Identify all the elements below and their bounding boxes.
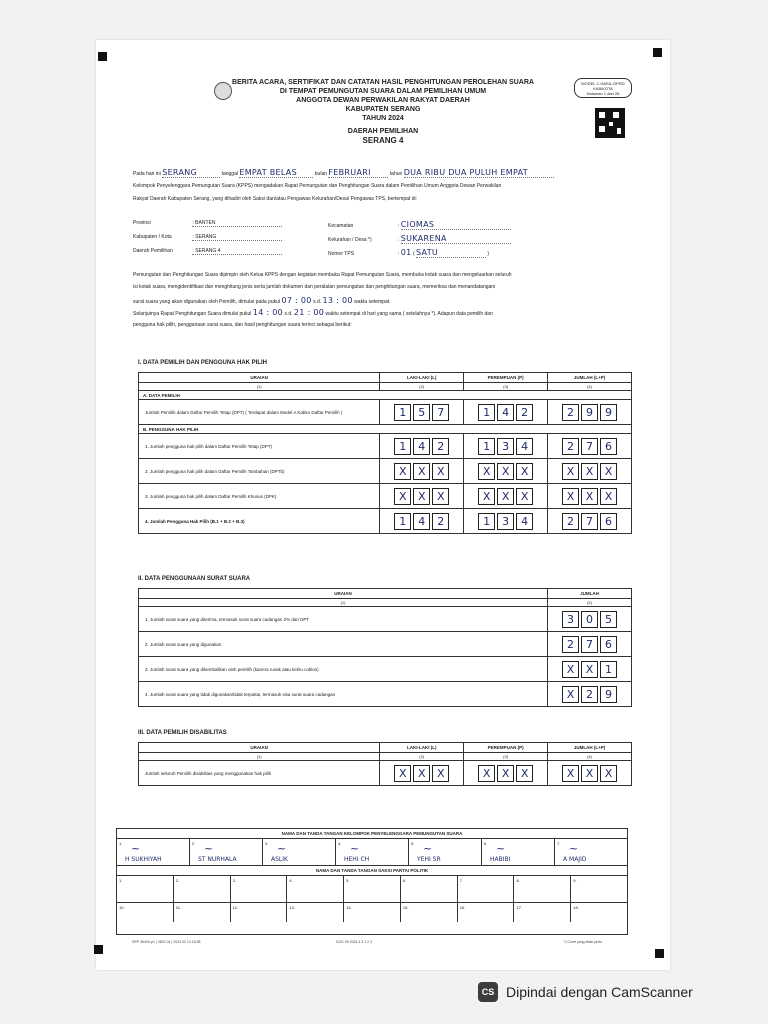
signature-mark: ~	[350, 842, 360, 855]
signature-number: 7.	[557, 841, 561, 846]
saksi-signature-cell	[117, 876, 174, 902]
signature-mark: ~	[423, 842, 433, 855]
intro-text: Rakyat Daerah Kabupaten Serang, yang dihadiri oleh Saksi dan/atau Pengawas Kelurahan/Desa/ Pengawas TPS, bertempat di:	[133, 196, 417, 202]
table-row: 4. Jumlah surat suara yang tidak digunakan/tidak terpakai, termasuk sisa surat suara cadangan X 2 9	[139, 682, 632, 707]
corner-mark	[94, 945, 103, 954]
signature-number: 12.	[232, 905, 239, 910]
signature-number: 1.	[119, 841, 123, 846]
signatory-name: HEHI CH	[344, 856, 370, 863]
kpps-signature-row	[117, 839, 627, 866]
signature-number: 11.	[175, 905, 182, 910]
digit-boxes: 1 4 2	[464, 404, 547, 421]
location-provinsi: Provinsi : BANTEN	[133, 220, 282, 227]
signature-number: 18.	[573, 905, 579, 910]
header-line: KABUPATEN SERANG	[345, 106, 421, 113]
camscanner-icon: CS	[478, 982, 498, 1002]
area-title: DAERAH PEMILIHAN	[347, 128, 419, 135]
kpps-signature-cell	[117, 839, 190, 865]
signature-number: 4.	[338, 841, 342, 846]
intro-text: Kelompok Penyelenggara Pemungutan Suara (KPPS) mengadakan Rapat Pemungutan dan Penghitungan Suara dalam Pemilihan Umum Anggota Dewan Perwakilan	[133, 183, 502, 189]
saksi-signature-cell	[117, 903, 174, 922]
kpps-signature-cell	[336, 839, 409, 865]
row-label: 2. Jumlah pengguna hak pilih dalam Daftar Pemilih Tambahan (DPTb)	[139, 459, 380, 484]
signature-mark: ~	[131, 842, 141, 855]
signatory-name: ST NURHALA	[198, 856, 237, 863]
header-line: DI TEMPAT PEMUNGUTAN SUARA DALAM PEMILIHAN UMUM	[279, 88, 487, 95]
footer-left: DPP 36404-p1 | 3601 04 | 2024 02 14 15:38	[132, 940, 201, 944]
signature-number: 9.	[573, 878, 577, 883]
saksi-signature-cell	[344, 903, 401, 922]
location-tps: Nomor TPS : 01 ( SATU )	[328, 248, 490, 257]
year-value: DUA RIBU DUA PULUH EMPAT	[404, 168, 554, 178]
row-label: 3. Jumlah pengguna hak pilih dalam Daftar Pemilih Khusus (DPK)	[139, 484, 380, 509]
signature-mark: ~	[204, 842, 214, 855]
signature-number: 6.	[402, 878, 407, 883]
category-b: B. PENGGUNA HAK PILIH	[139, 425, 632, 434]
saksi-signature-cell	[287, 903, 344, 922]
saksi-signature-cell	[231, 876, 288, 902]
table-row: Jumlah seluruh Pemilih disabilitas yang menggunakan hak pilih X X X X X X X X X	[139, 761, 632, 786]
intro-date-line: Pada hari ini SERANG tanggal EMPAT BELAS bulan FEBRUARI tahun DUA RIBU DUA PULUH EMPAT	[133, 168, 554, 178]
kpps-signature-cell	[555, 839, 627, 865]
corner-mark	[653, 48, 662, 57]
category-a: A. DATA PEMILIH	[139, 391, 632, 400]
camscanner-watermark	[478, 982, 693, 1002]
section1-title: I. DATA PEMILIH DAN PENGGUNA HAK PILIH	[138, 360, 267, 366]
signature-number: 15.	[402, 905, 409, 910]
document-header	[96, 78, 670, 145]
signature-number: 8.	[516, 878, 520, 883]
saksi-signature-cell	[571, 903, 627, 922]
signature-number: 4.	[289, 878, 293, 883]
saksi-signature-cell	[174, 903, 231, 922]
location-dapil: Daerah Pemilihan : SERANG 4	[133, 248, 282, 255]
row-label: 4. Jumlah Pengguna Hak Pilih (B.1 + B.2 + B.3)	[139, 509, 380, 534]
signature-number: 3.	[265, 841, 269, 846]
paragraph-time-line: Selanjutnya Rapat Penghitungan Suara dimulai pukul 14 : 00 s.d. 21 : 00 waktu setempat di hari yang sama ( setelahnya *). Adapun data pemilih dan	[133, 308, 493, 317]
signature-mark: ~	[569, 842, 579, 855]
signature-number: 2.	[175, 878, 180, 883]
location-kabupaten: Kabupaten / Kota : SERANG	[133, 234, 282, 241]
kpps-title: NAMA DAN TANDA TANGAN KELOMPOK PENYELENGGARA PEMUNGUTAN SUARA	[117, 829, 627, 839]
signature-number: 3.	[232, 878, 236, 883]
signature-number: 5.	[346, 878, 350, 883]
section3-title: III. DATA PEMILIH DISABILITAS	[138, 730, 227, 736]
corner-mark	[98, 52, 107, 61]
location-kelurahan: Kelurahan / Desa *) : SUKARENA	[328, 234, 511, 244]
signature-number: 5.	[411, 841, 415, 846]
section2-title: II. DATA PENGGUNAAN SURAT SUARA	[138, 576, 251, 582]
table-row: 2. Jumlah pengguna hak pilih dalam Daftar Pemilih Tambahan (DPTb) X X X X X X X X X	[139, 459, 632, 484]
table-row: 3. Jumlah pengguna hak pilih dalam Daftar Pemilih Khusus (DPK) X X X X X X X X X	[139, 484, 632, 509]
signature-number: 6.	[484, 841, 488, 846]
signature-number: 14.	[346, 905, 352, 910]
corner-mark	[655, 949, 664, 958]
badge-text: MODEL C.HASIL-DPRD KAB/KOTA	[581, 81, 625, 91]
paragraph-text: Pemungutan dan Penghitungan Suara dipimpin oleh Ketua KPPS dengan kegiatan membuka Rapat Pemungutan Suara, membuka kotak suara dan mengeluarkan seluruh	[133, 272, 512, 278]
header-line: BERITA ACARA, SERTIFIKAT DAN CATATAN HASIL PENGHITUNGAN PEROLEHAN SUARA	[232, 79, 534, 86]
ballot-usage-table: URAIAN JUMLAH (1) (2) 1. Jumlah surat suara yang diterima, termasuk surat suara cadangan 2% dari DPT 3 0 5 2. Jumlah surat suara yang digunakan 2 7 6 3. Jumlah surat suara yang dikembalikan oleh pemilih (karena rusak atau keliru coblos) X X 1 4. Jumlah surat suara yang tidak digunakan/tidak terpakai, termasuk sisa surat suara cadangan X 2 9	[138, 588, 632, 707]
row-label: Jumlah Pemilih dalam Daftar Pemilih Tetap (DPT) ( Terdapat dalam Model A Kabko Daftar Pemilih )	[139, 400, 380, 425]
saksi-signature-row	[117, 876, 627, 903]
signature-mark: ~	[496, 842, 506, 855]
date-value: EMPAT BELAS	[239, 168, 313, 178]
saksi-signature-cell	[174, 876, 231, 902]
camscanner-label: Dipindai dengan CamScanner	[506, 984, 693, 1000]
table-row: 2. Jumlah surat suara yang digunakan 2 7 6	[139, 632, 632, 657]
signature-box	[116, 828, 628, 935]
footer-center: 0101 09 2024 4 3 1 2 3	[336, 940, 373, 944]
saksi-signature-cell	[458, 876, 515, 902]
digit-boxes: 1 5 7	[380, 404, 463, 421]
signatory-name: YEHI SR	[417, 856, 441, 863]
kpps-signature-cell	[190, 839, 263, 865]
signatory-name: H SUKHIYAH	[125, 856, 162, 863]
signature-number: 13.	[289, 905, 295, 910]
table-row: 4. Jumlah Pengguna Hak Pilih (B.1 + B.2 + B.3) 1 4 2 1 3 4 2 7 6	[139, 509, 632, 534]
kpps-signature-cell	[263, 839, 336, 865]
saksi-signature-cell	[344, 876, 401, 902]
paragraph-text: pengguna hak pilih, penggunaan surat suara, dan hasil penghitungan suara terinci sebagai berikut:	[133, 322, 352, 328]
kpps-signature-cell	[482, 839, 555, 865]
table-row	[139, 400, 632, 425]
saksi-signature-cell	[231, 903, 288, 922]
header-line: TAHUN 2024	[362, 115, 404, 122]
kpps-signature-cell	[409, 839, 482, 865]
disability-table: URAIAN LAKI-LAKI (L) PEREMPUAN (P) JUMLAH (L+P) (1) (2) (3) (4) Jumlah seluruh Pemilih disabilitas yang menggunakan hak pilih X X X X X X X X X	[138, 742, 632, 786]
signature-number: 1.	[119, 878, 123, 883]
signature-mark: ~	[277, 842, 287, 855]
saksi-title: NAMA DAN TANDA TANGAN SAKSI PARTAI POLITIK	[117, 866, 627, 876]
saksi-signature-cell	[287, 876, 344, 902]
saksi-signature-row	[117, 903, 627, 922]
month-value: FEBRUARI	[328, 168, 388, 178]
digit-boxes: 2 9 9	[548, 404, 631, 421]
signature-number: 16.	[459, 905, 466, 910]
signatory-name: HABIBI	[490, 856, 511, 863]
row-label: 1. Jumlah pengguna hak pilih dalam Daftar Pemilih Tetap (DPT)	[139, 434, 380, 459]
saksi-signature-cell	[401, 876, 458, 902]
saksi-signature-cell	[401, 903, 458, 922]
signatory-name: ASLIK	[271, 856, 288, 863]
voter-data-table: URAIAN LAKI-LAKI (L) PEREMPUAN (P) JUMLAH (L+P) (1) (2) (3) (4) A. DATA PEMILIH Jumlah Pemilih dalam Daftar Pemilih Tetap (DPT) ( Terdapat dalam Model A Kabko Daftar Pemilih ) 1 5 7 1 4 2 2 9 9 B. PENGGUNA HAK PILIH 1. Jumlah pengguna hak pilih dalam Daftar Pemilih Tetap (DPT) 1 4 2 1 3 4 2 7 6 2. Jumlah pengguna hak pilih dalam Daftar Pemilih Tambahan (DPTb) X X X X X X X X X 3. Jumlah pengguna hak pilih dalam Daftar Pemilih Khusus (DPK) X X X X X X X X X 4. Jumlah Pengguna Hak Pilih (B.1 + B.2 + B.3) 1 4 2 1 3 4 2 7 6	[138, 372, 632, 534]
saksi-signature-cell	[514, 903, 571, 922]
area-name: SERANG 4	[362, 136, 404, 145]
table-row: 3. Jumlah surat suara yang dikembalikan oleh pemilih (karena rusak atau keliru coblos) X X 1	[139, 657, 632, 682]
paragraph-time-line: surat suara yang akan digunakan oleh Pemilih, dimulai pada pukul 07 : 00 s.d. 13 : 00 waktu setempat.	[133, 296, 391, 305]
location-kecamatan: Kecamatan : CIOMAS	[328, 220, 511, 230]
signature-number: 10.	[119, 905, 125, 910]
table-row: 1. Jumlah pengguna hak pilih dalam Daftar Pemilih Tetap (DPT) 1 4 2 1 3 4 2 7 6	[139, 434, 632, 459]
signature-number: 7.	[459, 878, 464, 883]
day-value: SERANG	[162, 168, 220, 178]
header-line: ANGGOTA DEWAN PERWAKILAN RAKYAT DAERAH	[296, 97, 470, 104]
signature-number: 2.	[192, 841, 196, 846]
saksi-signature-cell	[514, 876, 571, 902]
paragraph-text: isi kotak suara, mengidentifikasi dan menghitung jenis serta jumlah dokumen dan peralatan pemungutan dan penghitungan suara, memeriksa dan menandatangani	[133, 284, 496, 290]
document-page	[96, 40, 670, 970]
footer-right: *) Coret yang tidak perlu	[564, 940, 602, 944]
signature-number: 17.	[516, 905, 523, 910]
saksi-signature-cell	[571, 876, 627, 902]
signatory-name: A MAJID	[563, 856, 587, 863]
badge-page: Halaman 1 dari 26	[586, 91, 620, 96]
saksi-signature-cell	[458, 903, 515, 922]
table-row: 1. Jumlah surat suara yang diterima, termasuk surat suara cadangan 2% dari DPT 3 0 5	[139, 607, 632, 632]
